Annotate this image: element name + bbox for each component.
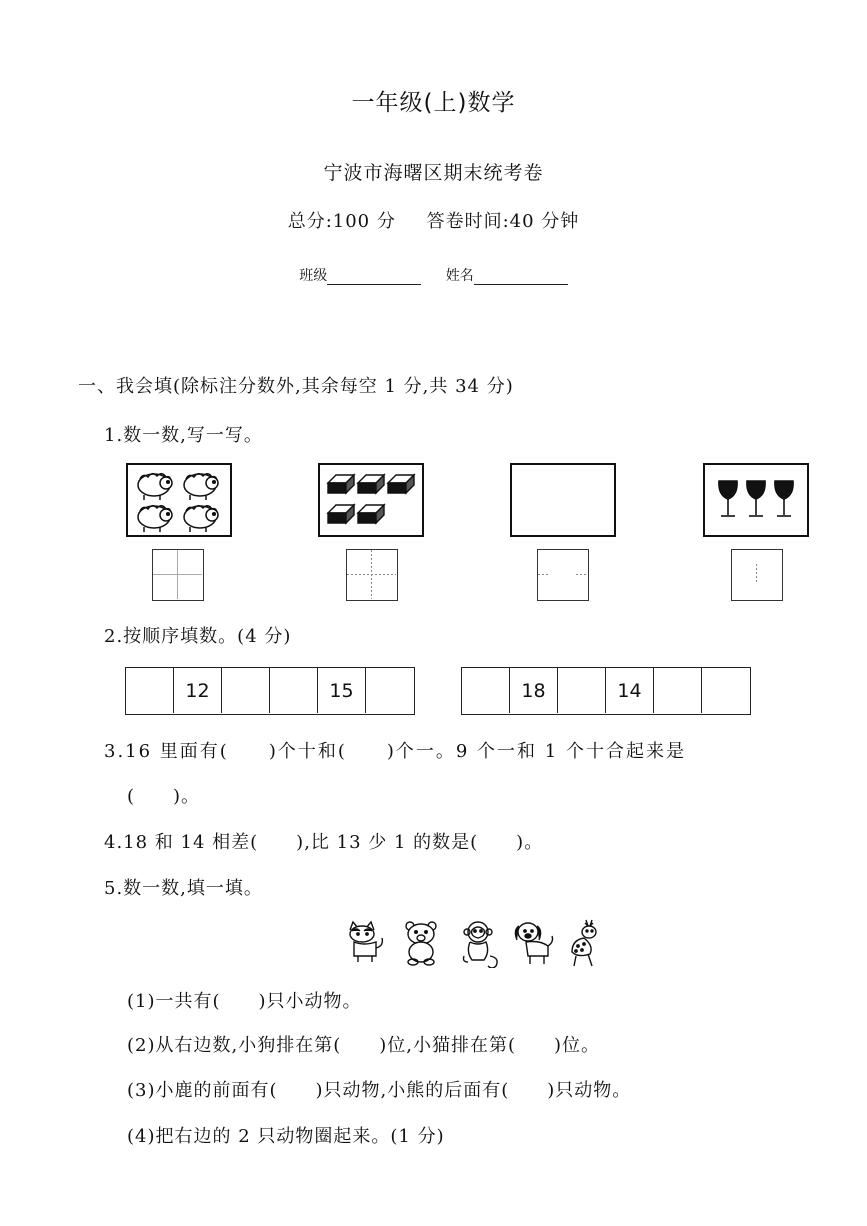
picture-wine-glasses: [703, 463, 809, 537]
answer-box-2[interactable]: [346, 549, 398, 601]
name-label: 姓名: [445, 268, 474, 284]
answer-box-3[interactable]: [537, 549, 589, 601]
seq-a-cell-1[interactable]: [126, 668, 174, 713]
seq-b-cell-6[interactable]: [702, 668, 750, 713]
question-5-3: (3)小鹿的前面有( )只动物,小熊的后面有( )只动物。: [127, 1080, 632, 1101]
soap-icon: [320, 465, 422, 535]
sequence-row-a: [125, 667, 415, 715]
question-2: 2.按顺序填数。(4 分): [104, 626, 292, 647]
question-5: 5.数一数,填一填。: [104, 878, 263, 899]
class-label: 班级: [299, 268, 328, 284]
deer-icon: [572, 920, 596, 966]
question-5-4: (4)把右边的 2 只动物圈起来。(1 分): [127, 1126, 445, 1147]
total-score: 总分:100 分: [287, 211, 396, 232]
sequence-row-b: [461, 667, 751, 715]
bear-icon: [406, 922, 436, 965]
question-5-1: (1)一共有( )只小动物。: [127, 991, 362, 1012]
answer-box-1[interactable]: [152, 549, 204, 601]
dog-icon: [515, 923, 552, 964]
section-heading: 一、我会填(除标注分数外,其余每空 1 分,共 34 分): [78, 376, 514, 397]
seq-a-cell-5: 15: [318, 668, 366, 713]
question-3-line-1: 3.16 里面有( )个十和( )个一。9 个一和 1 个十合起来是: [104, 741, 686, 762]
seq-a-cell-2: 12: [174, 668, 222, 713]
picture-sheep: [126, 463, 232, 537]
monkey-icon: [464, 922, 498, 968]
wine-glass-icon: [705, 465, 807, 535]
class-blank[interactable]: [327, 270, 421, 285]
student-info: [0, 265, 867, 285]
seq-b-cell-1[interactable]: [462, 668, 510, 713]
question-1: 1.数一数,写一写。: [104, 425, 263, 446]
seq-a-cell-6[interactable]: [366, 668, 414, 713]
name-blank[interactable]: [474, 270, 568, 285]
class-field[interactable]: [299, 265, 421, 285]
time-limit: 答卷时间:40 分钟: [426, 211, 580, 232]
animals-row: [342, 916, 612, 968]
name-field[interactable]: [446, 265, 568, 285]
page-title: 一年级(上)数学: [351, 90, 516, 116]
cat-icon: [350, 922, 382, 962]
seq-b-cell-5[interactable]: [654, 668, 702, 713]
question-5-2: (2)从右边数,小狗排在第( )位,小猫排在第( )位。: [127, 1035, 601, 1056]
picture-soap: [318, 463, 424, 537]
exam-subtitle: 宁波市海曙区期末统考卷: [323, 162, 544, 184]
sheep-icon: [128, 465, 230, 535]
picture-empty: [510, 463, 616, 537]
seq-a-cell-4[interactable]: [270, 668, 318, 713]
question-3-line-2: ( )。: [127, 786, 201, 807]
seq-b-cell-4: 14: [606, 668, 654, 713]
question-4: 4.18 和 14 相差( ),比 13 少 1 的数是( )。: [104, 832, 544, 853]
seq-b-cell-3[interactable]: [558, 668, 606, 713]
answer-box-4[interactable]: [731, 549, 783, 601]
seq-a-cell-3[interactable]: [222, 668, 270, 713]
seq-b-cell-2: 18: [510, 668, 558, 713]
score-info: [0, 207, 867, 233]
